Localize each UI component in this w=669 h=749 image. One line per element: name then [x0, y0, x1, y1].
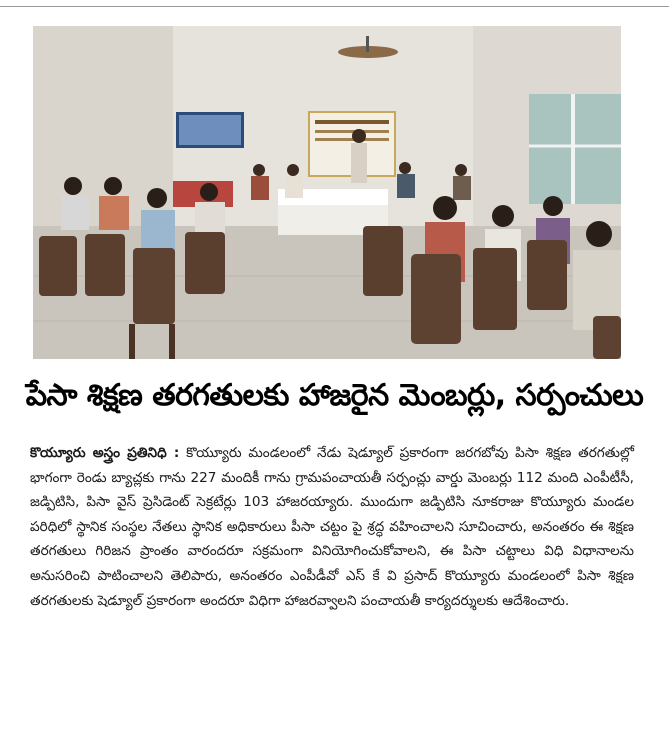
- article-headline: పేసా శిక్షణ తరగతులకు హాజరైన మెంబర్లు, సర్పంచులు: [25, 378, 644, 413]
- article-byline: కొయ్యూరు అస్త్రం ప్రతినిధి :: [30, 445, 180, 461]
- top-rule: [0, 6, 669, 7]
- article-body-text: కొయ్యూరు మండలంలో నేడు షెడ్యూల్ ప్రకారంగా జరగబోవు పిసా శిక్షణ తరగతుల్లో భాగంగా రెండు బ్యాచ్లకు గాను 227 మందికీ గాను గ్రామపంచాయతీ సర్పంచ్లు వార్డు మెంబర్లు 112 మంది ఎంపీటీసీ, జడ్పిటిసి, పిసా వైస్ ప్రెసిడెంట్ సెక్రటేర్లు 103 హాజరయ్యారు. ముందుగా జడ్పిటిసి నూకరాజు కొయ్యూరు మండల పరిధిలో స్థానిక సంస్థల నేతలు స్థానిక అధికారులు పీసా చట్టం పై శ్రద్ధ వహించాలని సూచించారు, అనంతరం ఈ శిక్షణ తరగతులు గిరిజన ప్రాంతం వారందరూ సక్రమంగా వినియోగించుకోవాలని, ఈ పిసా చట్టాలు విధి విధానాలను అనుసరించి పాటించాలని తెలిపారు, అనంతరం ఎంపీడీవో ఎస్ కే వి ప్రసాద్ కొయ్యూరు మండలంలో పిసా శిక్షణ తరగతులకు షెడ్యూల్ ప్రకారంగా అందరూ విధిగా హాజరవ్వాలని పంచాయతీ కార్యదర్శులకు ఆదేశించారు.: [30, 445, 634, 609]
- meeting-hall-photo: [33, 26, 621, 359]
- news-photo: [33, 26, 621, 359]
- article-body: [30, 441, 634, 613]
